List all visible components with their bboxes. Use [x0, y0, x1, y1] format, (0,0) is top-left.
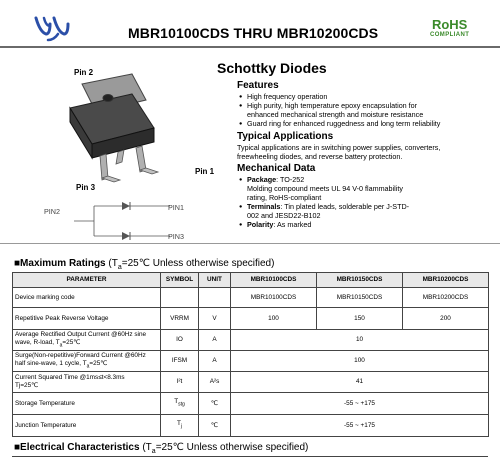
value-cell: MBR10100CDS — [231, 288, 317, 308]
feature-item: ● High purity, high temperature epoxy encapsulation for — [247, 101, 497, 110]
applications-text-1: Typical applications are in switching power supplies, converters, — [237, 143, 441, 152]
unit-cell: A — [199, 351, 231, 372]
pin2-label: Pin 2 — [74, 68, 94, 77]
unit-cell: A²s — [199, 372, 231, 393]
value-cell: -55 ~ +175 — [231, 393, 489, 415]
pin3-label: Pin 3 — [76, 183, 96, 192]
table-row — [13, 308, 489, 330]
part-range-title: MBR10100CDS THRU MBR10200CDS — [128, 25, 379, 41]
electrical-cond-sub: a — [151, 448, 156, 455]
symbol-cell: IO — [161, 330, 199, 351]
feature-item: ● High frequency operation — [247, 92, 497, 101]
mech-polarity-label: Polarity — [247, 220, 274, 229]
max-ratings-table — [12, 272, 489, 437]
electrical-cond-rest: =25℃ Unless otherwise specified) — [155, 442, 309, 453]
mech-package-value: : TO-252 — [276, 175, 305, 184]
section-divider — [0, 243, 500, 244]
unit-cell: ℃ — [199, 393, 231, 415]
param-cell: Junction Temperature — [13, 415, 161, 437]
company-logo-icon — [34, 14, 70, 42]
symbol-cell — [161, 288, 199, 308]
param-cell: Repetitive Peak Reverse Voltage — [13, 308, 161, 330]
unit-cell: A — [199, 330, 231, 351]
mech-package-label: Package — [247, 175, 277, 184]
value-cell: 41 — [231, 372, 489, 393]
table-row — [13, 372, 489, 393]
param-line-2 — [15, 360, 158, 370]
param-line-1: Average Rectified Output Current @60Hz sine — [15, 330, 147, 338]
table-row — [13, 330, 489, 351]
max-ratings-title: ■Maximum Ratings ($T_a=25℃$ Unless otherwise specified) — [14, 258, 275, 271]
col-header: UNIT — [199, 273, 231, 288]
symbol-cell — [161, 415, 199, 437]
mech-terminals — [247, 202, 497, 211]
features-section — [237, 80, 497, 128]
rohs-badge — [430, 18, 469, 38]
rohs-sub: COMPLIANT — [430, 32, 470, 38]
feature-item: ● Guard ring for enhanced ruggedness and long term reliability — [247, 119, 497, 128]
electrical-title: ■Electrical Characteristics ($T_a=25℃$ Unless otherwise specified) — [14, 442, 309, 455]
table-header-row — [13, 273, 489, 288]
mech-terminals-cont — [247, 211, 497, 220]
table-row — [13, 351, 489, 372]
mech-molding — [247, 193, 497, 202]
max-ratings-heading: Maximum Ratings — [20, 258, 106, 269]
param-sub: a — [86, 363, 90, 370]
mech-molding — [247, 184, 497, 193]
col-header: PARAMETER — [13, 273, 161, 288]
mech-terminals-value: : Tin plated leads, solderable per J-STD- — [280, 202, 410, 211]
mech-molding-1: Molding compound meets UL 94 V-0 flammability — [247, 184, 403, 193]
param-line-1: Surge(Non-repetitive)Forward Current @60Hz — [15, 351, 146, 359]
feature-item — [247, 110, 497, 119]
feature-item-cont: enhanced mechanical strength and moisture resistance — [247, 110, 424, 119]
product-title: Schottky Diodes — [217, 60, 327, 76]
symbol-text: T — [174, 398, 179, 406]
mech-terminals-label: Terminals — [247, 202, 281, 211]
applications-section — [237, 131, 497, 161]
param-sub: a — [59, 342, 63, 349]
max-ratings-cond-sub: a — [117, 264, 122, 271]
header-divider — [0, 46, 500, 48]
value-cell: 150 — [317, 308, 403, 330]
param-cell — [13, 330, 161, 351]
symbol-cell: IFSM — [161, 351, 199, 372]
unit-cell — [199, 288, 231, 308]
applications-heading: Typical Applications — [237, 131, 334, 142]
schematic-pin2: PIN2 — [44, 207, 60, 216]
value-cell: -55 ~ +175 — [231, 415, 489, 437]
param-text: half sine-wave, 1 cycle, T — [15, 359, 87, 367]
param-cell — [13, 351, 161, 372]
symbol-sub: j — [180, 423, 183, 430]
mechanical-section — [237, 163, 497, 229]
pin1-label: Pin 1 — [195, 167, 215, 176]
param-text: wave, R-load, T — [15, 338, 60, 346]
col-header: MBR10200CDS — [403, 273, 489, 288]
max-ratings-cond-rest: =25℃ Unless otherwise specified) — [121, 258, 275, 269]
table-row — [13, 393, 489, 415]
param-cell: Device marking code — [13, 288, 161, 308]
value-cell: 200 — [403, 308, 489, 330]
mech-polarity — [247, 220, 497, 229]
symbol-cell — [161, 393, 199, 415]
schematic-pin3: PIN3 — [168, 232, 184, 241]
features-list — [237, 92, 497, 128]
param-cell: Storage Temperature — [13, 393, 161, 415]
symbol-sub: stg — [178, 401, 185, 408]
param-line-2 — [15, 339, 158, 349]
rohs-mark: RoHS — [431, 17, 468, 32]
symbol-text: T — [176, 420, 181, 428]
electrical-heading: Electrical Characteristics — [20, 442, 140, 453]
mech-package — [247, 175, 497, 184]
table-row — [13, 288, 489, 308]
symbol-cell: VRRM — [161, 308, 199, 330]
param-rest: =25℃ — [89, 359, 108, 367]
unit-cell: ℃ — [199, 415, 231, 437]
value-cell: 100 — [231, 308, 317, 330]
param-cell — [13, 372, 161, 393]
electrical-cond: (T — [139, 442, 152, 453]
param-line-1: Current Squared Time @1ms≤t<8.3ms — [15, 374, 125, 381]
table-row — [13, 415, 489, 437]
mech-terminals-value-2: 002 and JESD22-B102 — [247, 211, 321, 220]
col-header: SYMBOL — [161, 273, 199, 288]
value-cell: 10 — [231, 330, 489, 351]
symbol-cell: I²t — [161, 372, 199, 393]
schematic-pin1: PIN1 — [168, 203, 184, 212]
col-header: MBR10100CDS — [231, 273, 317, 288]
max-ratings-cond: (T — [105, 258, 118, 269]
features-heading: Features — [237, 80, 279, 91]
mech-polarity-value: : As marked — [273, 220, 312, 229]
param-rest: =25℃ — [62, 338, 81, 346]
value-cell: MBR10200CDS — [403, 288, 489, 308]
value-cell: 100 — [231, 351, 489, 372]
applications-text-2: freewheeling diodes, and reverse battery protection. — [237, 152, 403, 161]
mechanical-list — [237, 175, 497, 229]
to252-package-icon — [60, 60, 190, 190]
unit-cell: V — [199, 308, 231, 330]
mech-molding-2: rating, RoHS-compliant — [247, 193, 322, 202]
value-cell: MBR10150CDS — [317, 288, 403, 308]
col-header: MBR10150CDS — [317, 273, 403, 288]
param-line-2: Tj=25℃ — [15, 382, 39, 389]
mechanical-heading: Mechanical Data — [237, 163, 316, 174]
